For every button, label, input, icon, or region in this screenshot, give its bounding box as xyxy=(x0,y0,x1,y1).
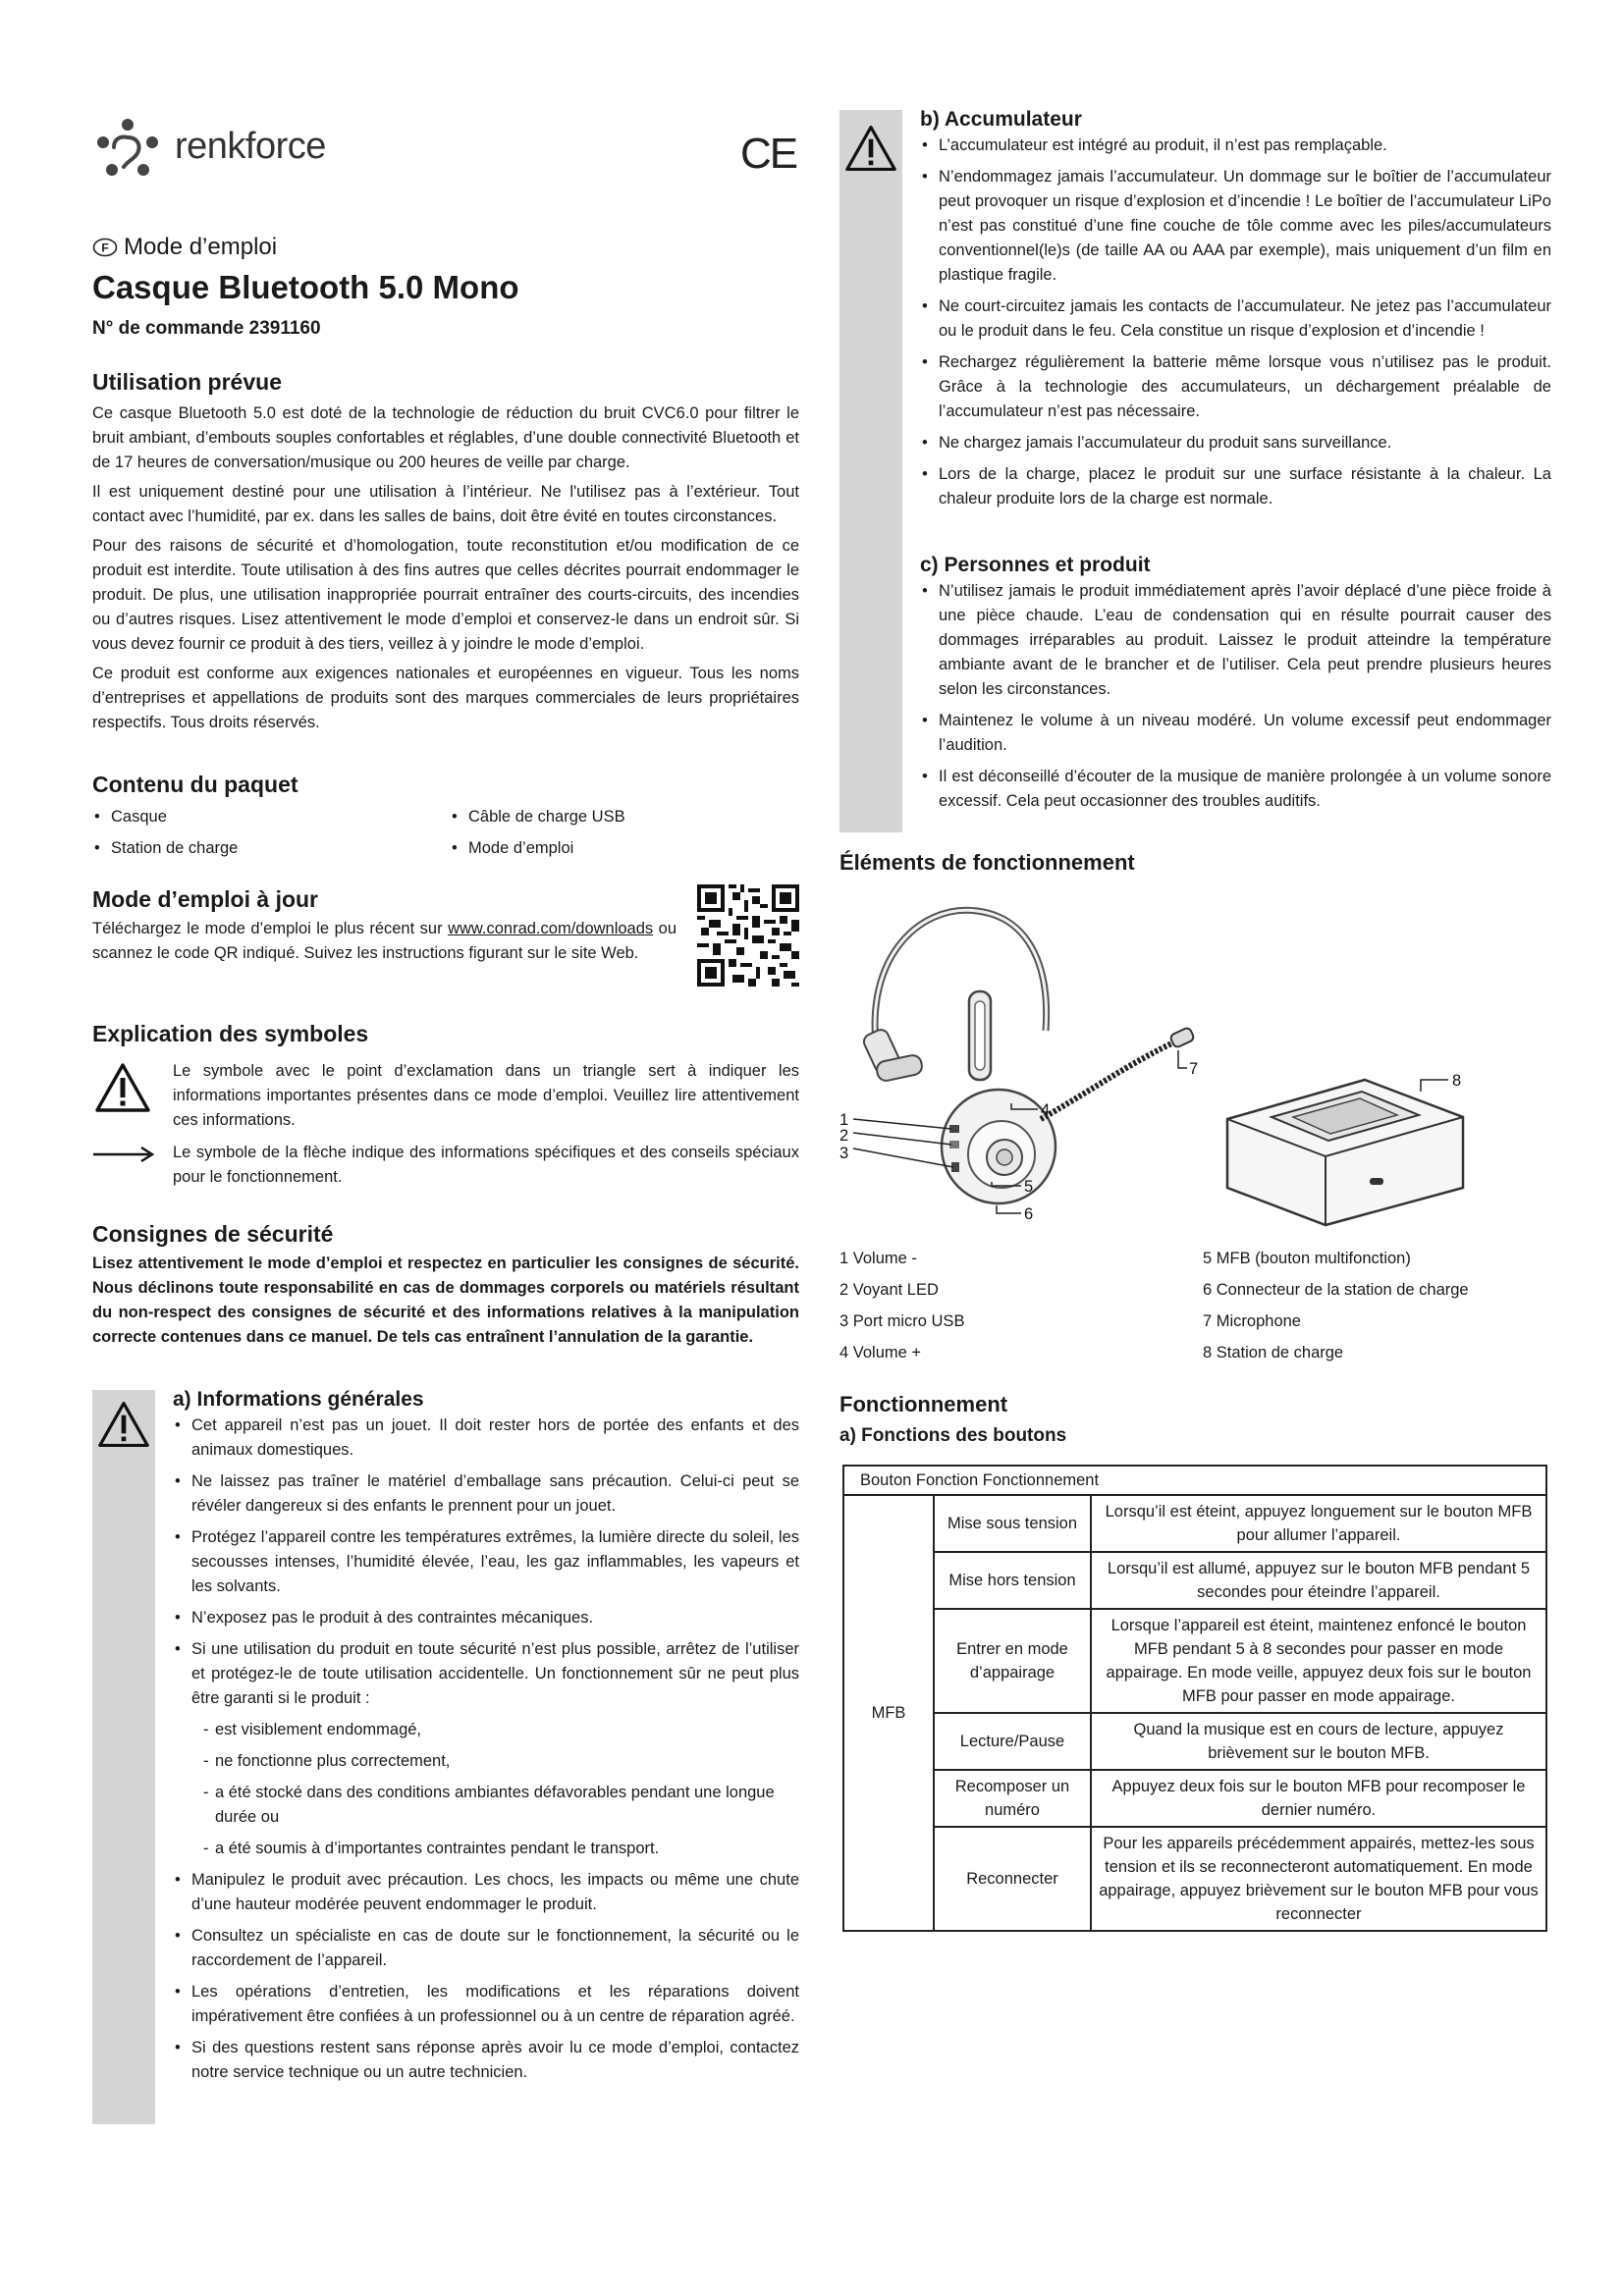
warning-triangle-icon xyxy=(844,124,897,173)
callout-6: 6 xyxy=(1024,1205,1034,1223)
persons-item: • Maintenez le volume à un niveau modéré. Un volume excessif peut endommager l’audition. xyxy=(920,709,1551,758)
callout-5: 5 xyxy=(1024,1178,1034,1196)
battery-item: • Ne court-circuitez jamais les contacts de l’accumulateur. Ne jetez pas l’accumulateur ou le produit dans le feu. Cela constitue un risque d’explosion et d’incendie ! xyxy=(920,294,1551,344)
table-function: Mise sous tension xyxy=(934,1495,1091,1552)
ce-mark: CE xyxy=(740,130,797,178)
table-function: Entrer en mode d’appairage xyxy=(934,1609,1091,1713)
table-description: Pour les appareils précédemment appairés, mettez-les sous tension et ils se reconnecteront automatiquement. En mode appairage, appuyez brièvement sur le bouton MFB pour vous reconnecter xyxy=(1091,1827,1546,1931)
general-sidebar xyxy=(92,1390,155,2124)
table-row xyxy=(843,1770,1546,1827)
legend-item: 3 Port micro USB xyxy=(839,1312,965,1330)
arrow-right-icon xyxy=(92,1146,155,1163)
legend-item: 7 Microphone xyxy=(1203,1312,1301,1330)
persons-block xyxy=(920,554,1551,821)
intended-use-p3: Pour des raisons de sécurité et d’homologation, toute reconstitution et/ou modification de ce produit est interdite. Toute utilisation à des fins autres que celles décrites pourrait endommager le produit. De plus, une utilisation inappropriée pourrait entraîner des courts-circuits, des incendies ou d’autres risques. Lisez attentivement le mode d’emploi et conservez-le dans un endroit sûr. Si vous devez fournir ce produit à des tiers, veillez à y joindre le mode d’emploi. xyxy=(92,537,799,653)
renkforce-logo-icon xyxy=(92,116,163,185)
general-heading: a) Informations générales xyxy=(173,1388,424,1411)
brand-logo xyxy=(92,116,387,185)
table-function: Mise hors tension xyxy=(934,1552,1091,1609)
legend-item: 2 Voyant LED xyxy=(839,1281,939,1299)
symbols-heading: Explication des symboles xyxy=(92,1021,369,1046)
battery-sidebar xyxy=(839,110,902,832)
svg-text:F: F xyxy=(101,240,109,255)
general-item: • Si des questions restent sans réponse après avoir lu ce mode d’emploi, contactez notre service technique ou un autre technicien. xyxy=(173,2036,799,2085)
arrow-symbol-text: Le symbole de la flèche indique des informations spécifiques et des conseils spéciaux pour le fonctionnement. xyxy=(173,1144,799,1186)
general-item: • N’exposez pas le produit à des contraintes mécaniques. xyxy=(173,1606,799,1630)
table-row xyxy=(843,1495,1546,1552)
table-function: Recomposer un numéro xyxy=(934,1770,1091,1827)
table-description: Lorsqu’il est éteint, appuyez longuement sur le bouton MFB pour allumer l’appareil. xyxy=(1091,1495,1546,1552)
callout-7: 7 xyxy=(1189,1060,1199,1078)
persons-item: • Il est déconseillé d’écouter de la musique de manière prolongée à un volume sonore excessif. Cela peut occasionner des troubles auditifs. xyxy=(920,765,1551,814)
persons-heading: c) Personnes et produit xyxy=(920,554,1151,576)
battery-item: • Ne chargez jamais l’accumulateur du produit sans surveillance. xyxy=(920,431,1551,455)
battery-item: • Rechargez régulièrement la batterie même lorsque vous n’utilisez pas le produit. Grâce à la technologie des accumulateurs, un déchargement préalable de l’accumulateur n’est pas nécessaire. xyxy=(920,350,1551,424)
battery-block xyxy=(920,108,1551,518)
general-info-block xyxy=(173,1388,799,2092)
safety-intro: Lisez attentivement le mode d’emploi et respectez en particulier les consignes de sécurité. Nous déclinons toute responsabilité en cas de dommages corporels ou matériels résultant du non-respect des consignes de sécurité et des informations relatives à la manipulation correcte contenues dans ce manuel. De tels cas entraînent l’annulation de la garantie. xyxy=(92,1255,799,1346)
table-function: Reconnecter xyxy=(934,1827,1091,1931)
intended-use-p1: Ce casque Bluetooth 5.0 est doté de la technologie de réduction du bruit CVC6.0 pour filtrer le bruit ambiant, d’embouts souples confortables et réglables, d’une double connectivité Bluetooth et de 17 heures de conversation/musique ou 200 heures de veille par charge. xyxy=(92,404,799,471)
warning-triangle-icon xyxy=(94,1062,151,1113)
general-item: • Consultez un spécialiste en cas de doute sur le fonctionnement, la sécurité ou le raccordement de l’appareil. xyxy=(173,1924,799,1973)
package-item: • Mode d’emploi xyxy=(450,836,774,861)
intended-use-section xyxy=(92,369,799,735)
language-f-icon xyxy=(92,238,118,257)
general-item: • Cet appareil n’est pas un jouet. Il doit rester hors de portée des enfants et des animaux domestiques. xyxy=(173,1414,799,1463)
general-item: • Manipulez le produit avec précaution. Les chocs, les impacts ou même une chute d’une hauteur modérée peuvent endommager le produit. xyxy=(173,1868,799,1917)
functions-table xyxy=(842,1465,1547,1932)
safety-heading: Consignes de sécurité xyxy=(92,1221,334,1247)
callout-2: 2 xyxy=(839,1127,849,1145)
package-section xyxy=(92,772,799,857)
general-dash-item: - ne fonctionne plus correctement, xyxy=(203,1749,799,1774)
legend-item: 8 Station de charge xyxy=(1203,1344,1344,1362)
table-row xyxy=(843,1609,1546,1713)
manual-label: F Mode d’emploi xyxy=(92,234,799,261)
callout-4: 4 xyxy=(1041,1101,1051,1119)
callout-3: 3 xyxy=(839,1145,849,1162)
table-function: Lecture/Pause xyxy=(934,1713,1091,1770)
general-dash-item: - a été stocké dans des conditions ambiantes défavorables pendant une longue durée ou xyxy=(203,1781,799,1830)
headset-diagram xyxy=(839,883,1551,1237)
table-row xyxy=(843,1827,1546,1931)
update-heading: Mode d’emploi à jour xyxy=(92,886,319,912)
battery-item: • N’endommagez jamais l’accumulateur. Un dommage sur le boîtier de l’accumulateur peut provoquer un risque d’explosion et d’incendie ! Le boîtier de l’accumulateur LiPo n’est pas constitué d’une fine couche de tôle comme avec les piles/accumulateurs conventionnel(le)s (de taille AA ou AAA par exemple), mais uniquement d’un film en plastique fragile. xyxy=(920,165,1551,288)
battery-heading: b) Accumulateur xyxy=(920,108,1082,131)
doc-header xyxy=(92,234,799,339)
warning-triangle-icon xyxy=(97,1400,150,1449)
page-title: Casque Bluetooth 5.0 Mono xyxy=(92,269,519,305)
general-dash-item: - est visiblement endommagé, xyxy=(203,1718,799,1742)
table-description: Lorsqu’il est allumé, appuyez sur le bouton MFB pendant 5 secondes pour éteindre l’appareil. xyxy=(1091,1552,1546,1609)
general-item: • Protégez l’appareil contre les températures extrêmes, la lumière directe du soleil, les secousses intenses, l’humidité élevée, l’eau, les gaz inflammables, les vapeurs et les solvants. xyxy=(173,1525,799,1599)
intended-use-heading: Utilisation prévue xyxy=(92,369,282,395)
general-item: • Ne laissez pas traîner le matériel d’emballage sans précaution. Celui-ci peut se révéler dangereux si des enfants le prennent pour un jouet. xyxy=(173,1469,799,1519)
package-item: • Station de charge xyxy=(92,836,416,861)
headset-illustration xyxy=(861,910,1463,1225)
table-description: Quand la musique est en cours de lecture, appuyez brièvement sur le bouton MFB. xyxy=(1091,1713,1546,1770)
persons-item: • N’utilisez jamais le produit immédiatement après l’avoir déplacé d’une pièce froide à une pièce chaude. L’eau de condensation qui en résulte pourrait causer des dommages irréparables au produit. Laissez le produit atteindre la température ambiante avant de le brancher et de l’utiliser. Cela peut prendre plusieurs heures selon les circonstances. xyxy=(920,579,1551,702)
safety-section xyxy=(92,1221,799,1350)
warning-symbol-text: Le symbole avec le point d’exclamation dans un triangle sert à indiquer les informations importantes présentes dans ce mode d’emploi. Veuillez lire attentivement ces informations. xyxy=(173,1062,799,1129)
legend-item: 1 Volume - xyxy=(839,1250,917,1267)
package-item: • Casque xyxy=(92,805,416,829)
operation-heading: Fonctionnement xyxy=(839,1392,1008,1416)
downloads-link[interactable]: www.conrad.com/downloads xyxy=(448,920,654,937)
brand-name: renkforce xyxy=(175,126,326,167)
operation-subheading: a) Fonctions des boutons xyxy=(839,1425,1067,1446)
general-item: • Les opérations d’entretien, les modifications et les réparations doivent impérativement être confiées à un professionnel ou à un centre de réparation agréé. xyxy=(173,1980,799,2029)
package-item: • Câble de charge USB xyxy=(450,805,774,829)
intended-use-p4: Ce produit est conforme aux exigences nationales et européennes en vigueur. Tous les noms d’entreprises et appellations de produits sont des marques commerciales de leurs propriétaires respectifs. Tous droits réservés. xyxy=(92,665,799,731)
symbols-section xyxy=(92,1021,799,1186)
battery-item: • L’accumulateur est intégré au produit, il n’est pas remplaçable. xyxy=(920,133,1551,158)
callout-8: 8 xyxy=(1452,1072,1462,1090)
legend-item: 4 Volume + xyxy=(839,1344,922,1362)
table-button-cell: MFB xyxy=(843,1495,934,1931)
general-dash-item: - a été soumis à d’importantes contraintes pendant le transport. xyxy=(203,1837,799,1861)
update-text: Téléchargez le mode d’emploi le plus récent sur www.conrad.com/downloads ou scannez le code QR indiqué. Suivez les instructions figurant sur le site Web. xyxy=(92,920,677,962)
package-heading: Contenu du paquet xyxy=(92,772,298,797)
general-item: • Si une utilisation du produit en toute sécurité n’est plus possible, arrêtez de l’utiliser et protégez-le de toute utilisation accidentelle. Un fonctionnement sûr ne peut plus être garanti si le produit : xyxy=(173,1637,799,1711)
table-row xyxy=(843,1552,1546,1609)
battery-item: • Lors de la charge, placez le produit sur une surface résistante à la chaleur. La chaleur produite lors de la charge est normale. xyxy=(920,462,1551,511)
legend-item: 6 Connecteur de la station de charge xyxy=(1203,1281,1469,1299)
elements-heading: Éléments de fonctionnement xyxy=(839,850,1135,875)
callout-1: 1 xyxy=(839,1111,849,1129)
intended-use-p2: Il est uniquement destiné pour une utilisation à l’intérieur. Ne l'utilisez pas à l’extérieur. Tout contact avec l’humidité, par ex. dans les salles de bains, doit être évité en toutes circonstances. xyxy=(92,483,799,525)
update-section xyxy=(92,886,799,966)
table-description: Appuyez deux fois sur le bouton MFB pour recomposer le dernier numéro. xyxy=(1091,1770,1546,1827)
order-number: N° de commande 2391160 xyxy=(92,318,321,339)
table-description: Lorsque l’appareil est éteint, maintenez enfoncé le bouton MFB pendant 5 à 8 secondes pour passer en mode appairage. En mode veille, appuyez deux fois sur le bouton MFB pour passer en mode appairage. xyxy=(1091,1609,1546,1713)
table-header: Bouton Fonction Fonctionnement xyxy=(843,1466,1546,1495)
qr-code-icon[interactable] xyxy=(697,884,799,987)
legend-item: 5 MFB (bouton multifonction) xyxy=(1203,1250,1411,1267)
table-row xyxy=(843,1713,1546,1770)
